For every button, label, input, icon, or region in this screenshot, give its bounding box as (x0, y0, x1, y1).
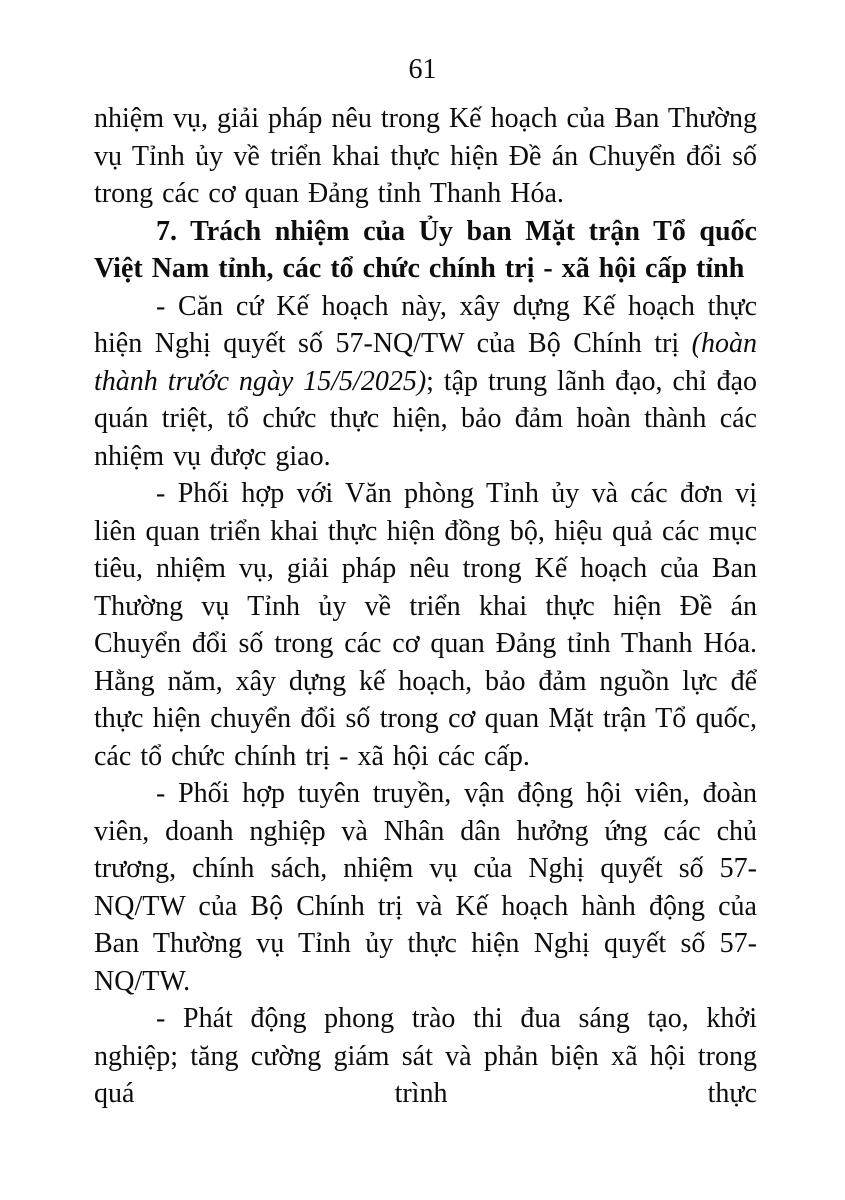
paragraph-can-cu-italic-deadline: (hoàn thành trước ngày 15/5/2025) (94, 328, 757, 397)
document-body (94, 100, 757, 1113)
paragraph-can-cu-before-italic: - Căn cứ Kế hoạch này, xây dựng Kế hoạch thực hiện Nghị quyết số 57-NQ/TW của Bộ Chính trị (94, 290, 757, 359)
paragraph-can-cu (94, 288, 757, 476)
paragraph-phoi-hop-van-phong: - Phối hợp với Văn phòng Tỉnh ủy và các đơn vị liên quan triển khai thực hiện đồng bộ, hiệu quả các mục tiêu, nhiệm vụ, giải pháp nêu trong Kế hoạch của Ban Thường vụ Tỉnh ủy về triển khai thực hiện Đề án Chuyển đổi số trong các cơ quan Đảng tỉnh Thanh Hóa. Hằng năm, xây dựng kế hoạch, bảo đảm nguồn lực để thực hiện chuyển đổi số trong cơ quan Mặt trận Tổ quốc, các tổ chức chính trị - xã hội các cấp. (94, 478, 757, 772)
section-heading-7: 7. Trách nhiệm của Ủy ban Mặt trận Tổ quốc Việt Nam tỉnh, các tổ chức chính trị - xã hội cấp tỉnh (94, 215, 757, 284)
paragraph-continuation: nhiệm vụ, giải pháp nêu trong Kế hoạch của Ban Thường vụ Tỉnh ủy về triển khai thực hiện Đề án Chuyển đổi số trong các cơ quan Đảng tỉnh Thanh Hóa. (94, 103, 757, 209)
paragraph-phat-dong: - Phát động phong trào thi đua sáng tạo, khởi nghiệp; tăng cường giám sát và phản biện xã hội trong quá trình thực (94, 1003, 757, 1109)
paragraph-can-cu-after-italic: ; tập trung lãnh đạo, chỉ đạo quán triệt, tổ chức thực hiện, bảo đảm hoàn thành các nhiệm vụ được giao. (94, 365, 757, 472)
page-number: 61 (408, 54, 437, 85)
paragraph-phoi-hop-tuyen-truyen: - Phối hợp tuyên truyền, vận động hội viên, đoàn viên, doanh nghiệp và Nhân dân hưởng ứng các chủ trương, chính sách, nhiệm vụ của Nghị quyết số 57-NQ/TW của Bộ Chính trị và Kế hoạch hành động của Ban Thường vụ Tỉnh ủy thực hiện Nghị quyết số 57-NQ/TW. (94, 778, 757, 997)
